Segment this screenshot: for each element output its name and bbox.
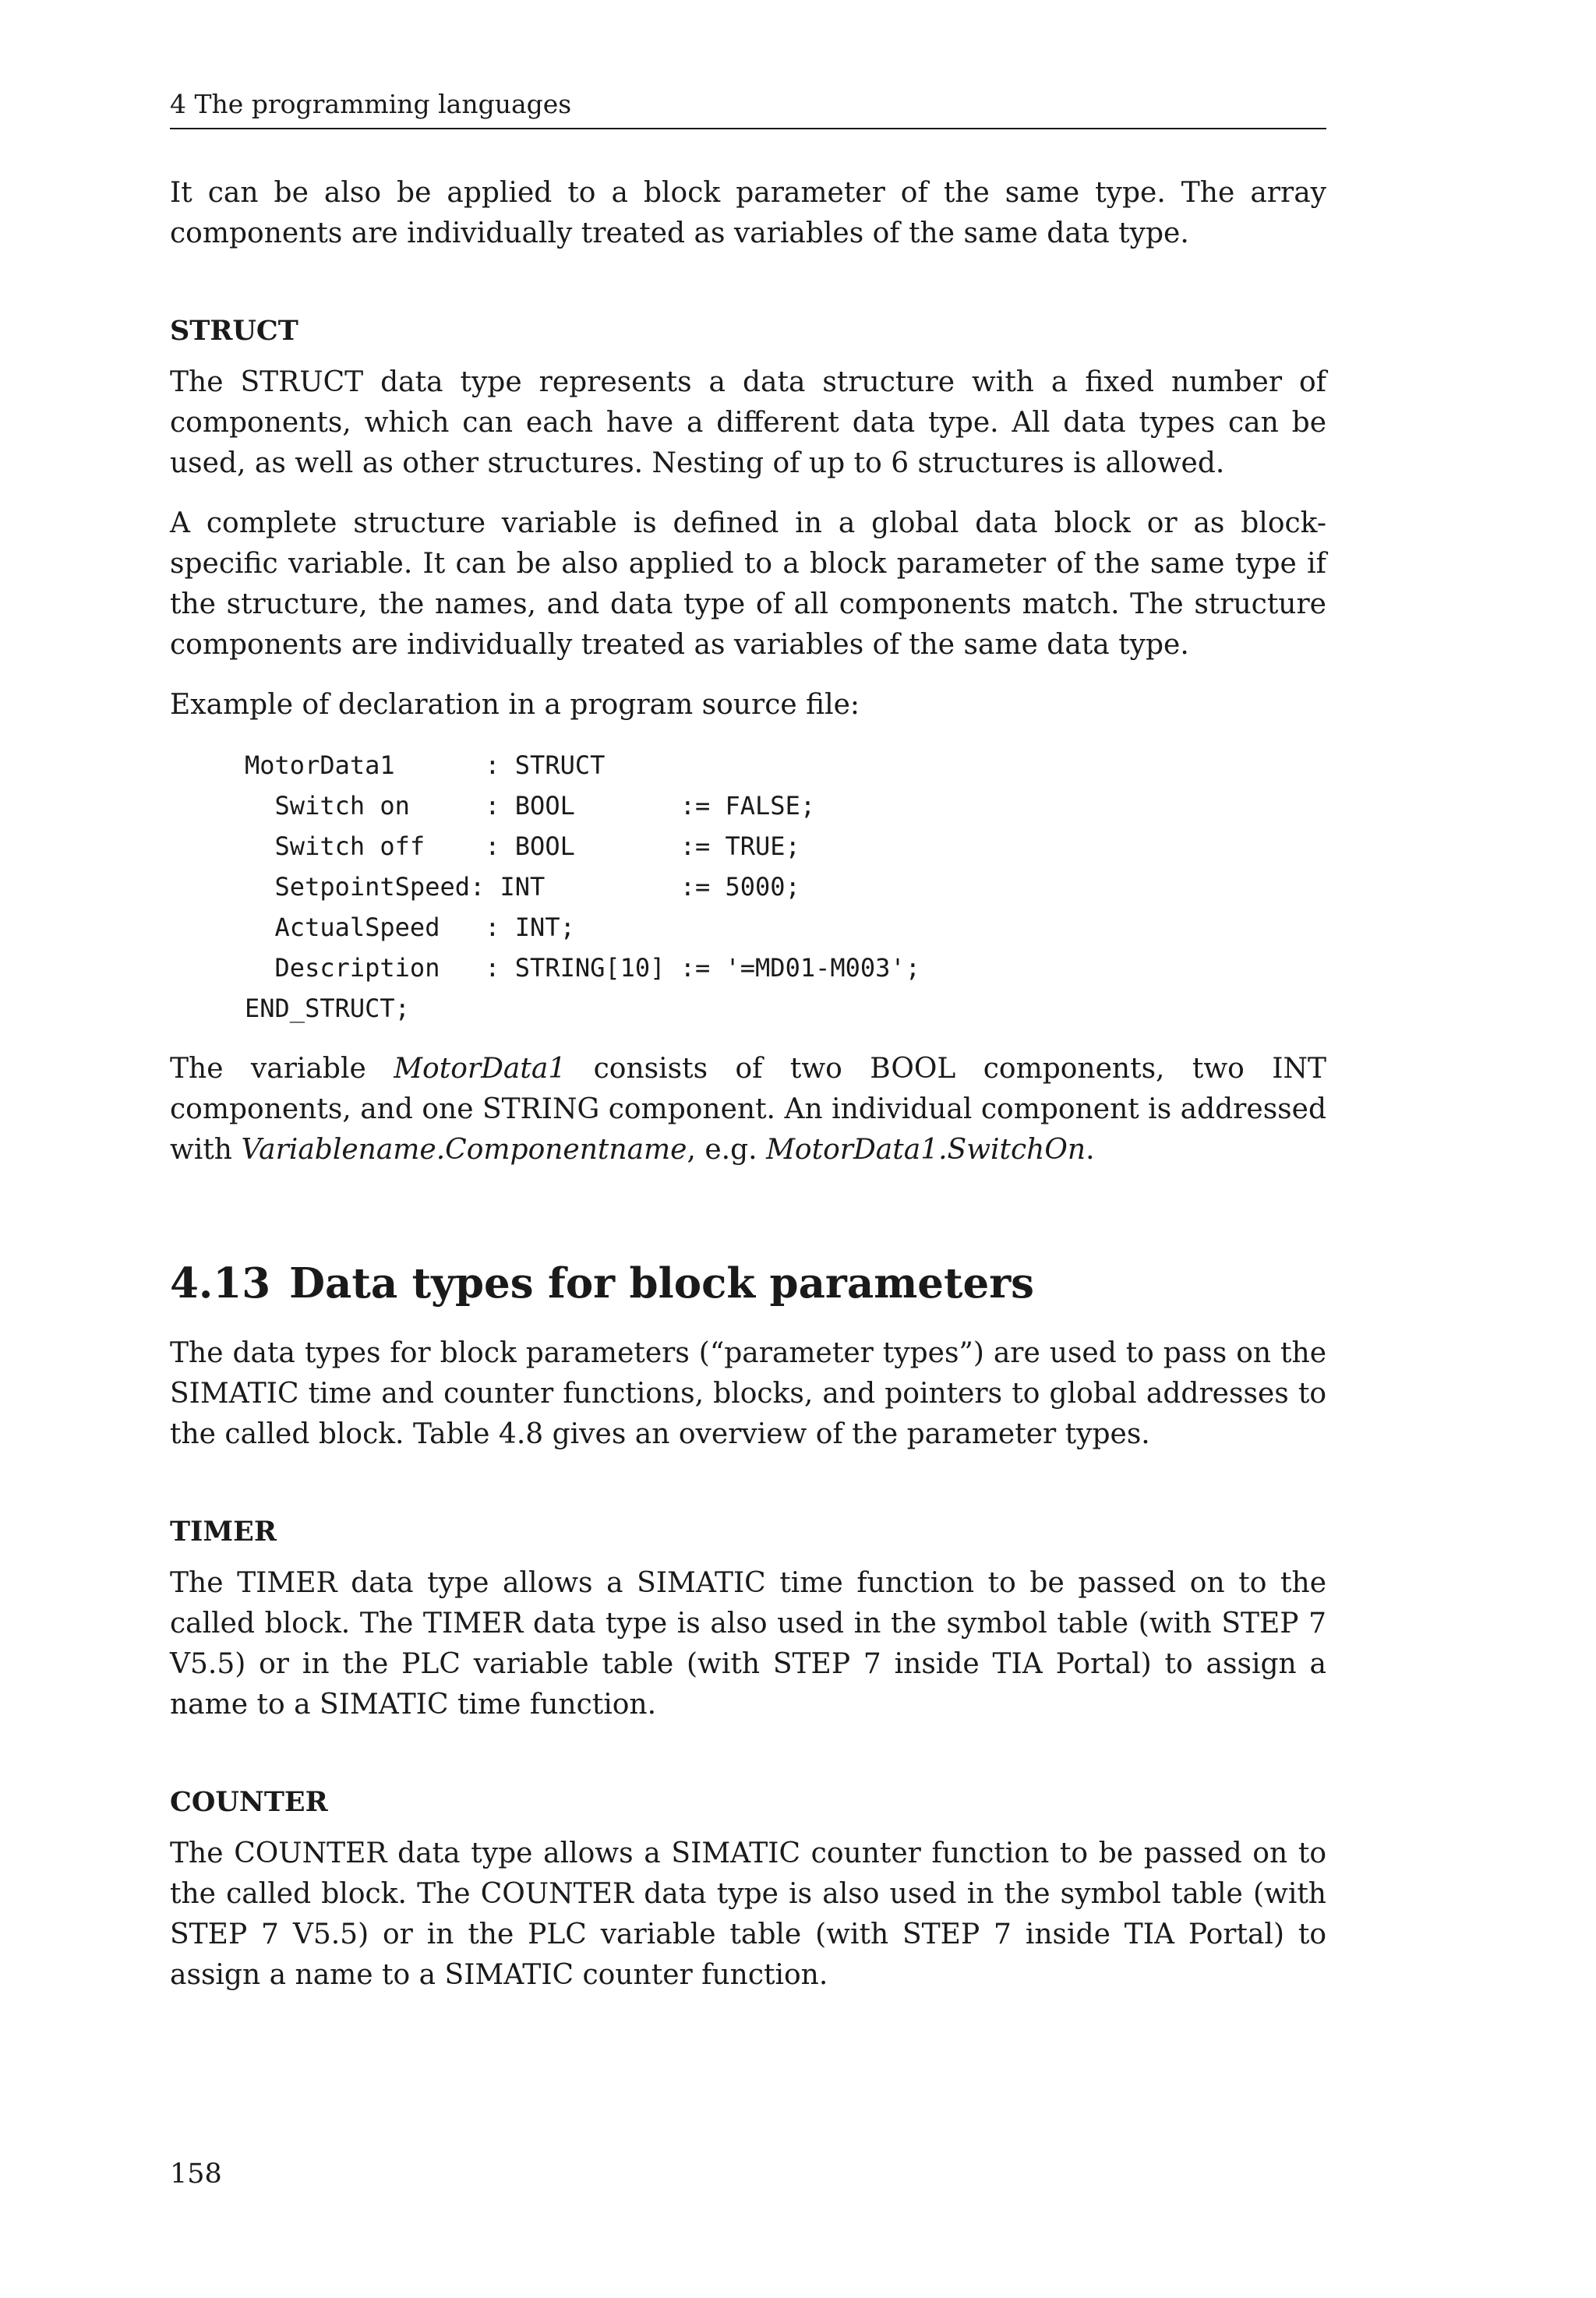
counter-paragraph: The COUNTER data type allows a SIMATIC counter function to be passed on to the called block. The COUNTER data type is also used in the symbol table (with STEP 7 V5.5) or in the PLC variable table (with STEP 7 inside TIA Portal) to assign a name to a SIMATIC counter function. [170, 1837, 1326, 1991]
page-number: 158 [170, 2159, 222, 2190]
code-listing: MotorData1 : STRUCT Switch on : BOOL := FALSE; Switch off : BOOL := TRUE; SetpointSpeed: INT := 5000; ActualSpeed : INT; Description : STRING[10] := '=MD01-M003'; END_STRUCT; [245, 750, 920, 1023]
timer-heading: TIMER [170, 1516, 277, 1548]
spacer [170, 1745, 1326, 1784]
addressing-example: MotorData1.SwitchOn [766, 1134, 1086, 1166]
addressing-pattern: Variablename.Componentname [241, 1134, 687, 1166]
variable-name: MotorData1 [394, 1053, 567, 1085]
counter-heading: COUNTER [170, 1786, 328, 1818]
struct-explanation [170, 1049, 1326, 1170]
timer-paragraph: The TIMER data type allows a SIMATIC time function to be passed on to the called block. The TIMER data type is also used in the symbol table (with STEP 7 V5.5) or in the PLC variable table (with STEP 7 inside TIA Portal) to assign a name to a SIMATIC time function. [170, 1567, 1326, 1721]
page-content [170, 173, 1326, 2015]
struct-heading: STRUCT [170, 315, 298, 347]
explanation-text: consists of two BOOL components, two INT components, and one STRING component. An individual component is addressed with [170, 1053, 1326, 1166]
explanation-text: , e.g. [687, 1134, 767, 1166]
spacer [170, 1190, 1326, 1258]
section-title: Data types for block parameters [289, 1259, 1034, 1308]
spacer [170, 1474, 1326, 1513]
intro-paragraph: It can be also be applied to a block parameter of the same type. The array components are individually treated as variables of the same data type. [170, 177, 1326, 249]
struct-paragraph-1: The STRUCT data type represents a data structure with a fixed number of components, which can each have a different data type. All data types can be used, as well as other structures. Nesting of up to 6 structures is allowed. [170, 366, 1326, 479]
explanation-text: The variable [170, 1053, 394, 1085]
section-heading [170, 1258, 1326, 1308]
spacer [170, 274, 1326, 312]
running-head: 4 The programming languages [170, 87, 1326, 129]
example-intro: Example of declaration in a program source file: [170, 689, 860, 721]
explanation-text: . [1086, 1134, 1095, 1166]
struct-paragraph-2: A complete structure variable is defined in a global data block or as block-specific variable. It can be also applied to a block parameter of the same type if the structure, the names, and data type of all components match. The structure components are individually treated as variables of the same data type. [170, 507, 1326, 661]
section-number: 4.13 [170, 1259, 271, 1308]
section-paragraph: The data types for block parameters (“parameter types”) are used to pass on the SIMATIC time and counter functions, blocks, and pointers to global addresses to the called block. Table 4.8 gives an overview of the parameter types. [170, 1337, 1326, 1450]
